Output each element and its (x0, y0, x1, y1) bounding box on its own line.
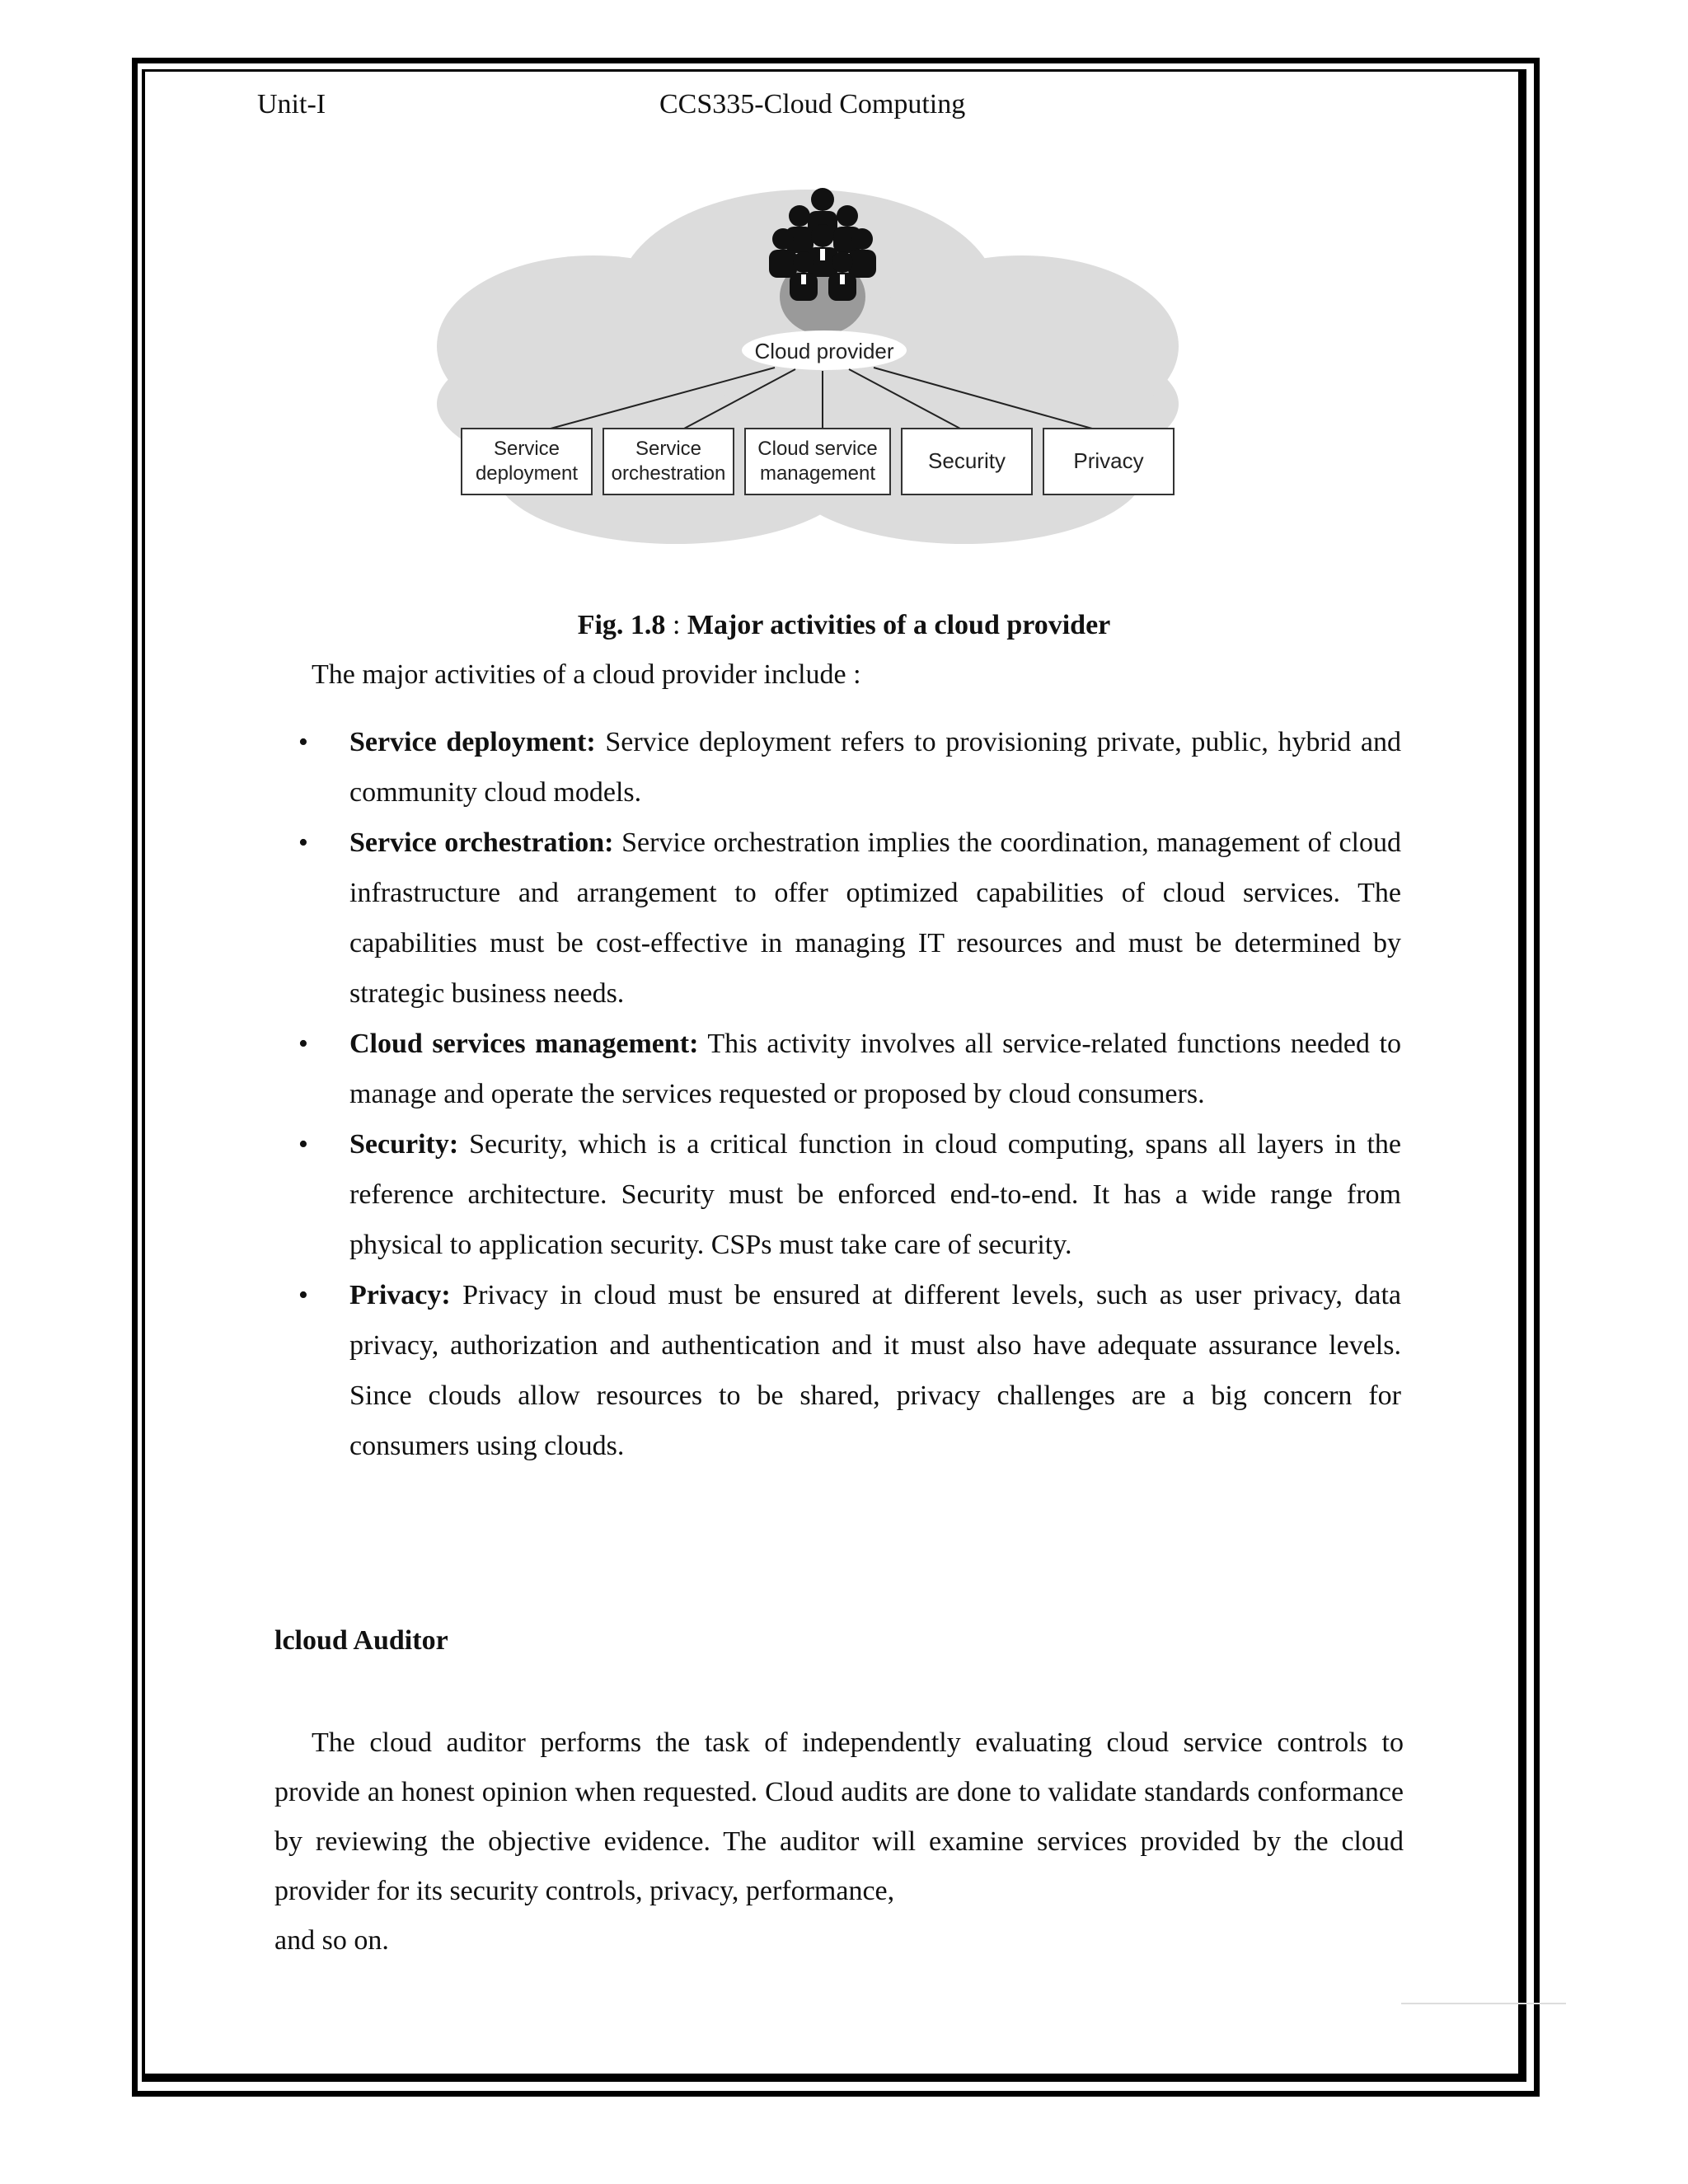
header-unit: Unit-I (257, 89, 326, 120)
auditor-paragraph-text: The cloud auditor performs the task of independently evaluating cloud service controls to provide an honest opinion when requested. Cloud audits are done to validate standards conformance by reviewing the objective evidence. The auditor will examine services provided by the cloud provider for its security controls, privacy, performance, (274, 1727, 1404, 1906)
activity-term: Cloud services management: (349, 1029, 699, 1059)
intro-text: The major activities of a cloud provider include : (312, 659, 861, 690)
caption-number: Fig. 1.8 (577, 610, 666, 640)
cloud-provider-label: Cloud provider (754, 339, 894, 363)
box-label: Service (493, 438, 560, 460)
activity-text: Privacy in cloud must be ensured at different levels, such as user privacy, data privacy, authorization and authentication and it must also have adequate assurance levels. Since clouds allow resources to be shared, privacy challenges are a big concern for consumers using clouds. (349, 1280, 1401, 1461)
activities-list (297, 717, 1401, 1471)
bullet: • (298, 727, 308, 757)
box-label: Security (928, 448, 1006, 473)
bullet: • (298, 1029, 308, 1059)
box-label: orchestration (611, 462, 726, 485)
caption-title: Major activities of a cloud provider (687, 610, 1111, 640)
activity-text: Service orchestration implies the coordination, management of cloud infrastructure and arrangement to offer optimized capabilities of cloud services. The capabilities must be cost-effective in managing IT resources and must be determined by strategic business needs. (349, 827, 1401, 1009)
activity-term: Privacy: (349, 1280, 451, 1310)
list-item (297, 1019, 1401, 1119)
header-course: CCS335-Cloud Computing (659, 89, 966, 120)
activity-text: This activity involves all service-related functions needed to manage and operate the services requested or proposed by cloud consumers. (349, 1029, 1401, 1109)
box-label: Privacy (1073, 448, 1144, 473)
auditor-paragraph-end: and so on. (274, 1925, 389, 1956)
box-label: management (759, 462, 876, 485)
list-item (297, 717, 1401, 818)
box-label: deployment (475, 462, 579, 485)
activity-term: Service deployment: (349, 727, 596, 757)
box-label: Service (635, 438, 702, 460)
figure-caption (0, 610, 1688, 641)
activity-boxes (462, 429, 1174, 494)
activity-term: Service orchestration: (349, 827, 614, 858)
activity-term: Security: (349, 1129, 459, 1160)
bullet: • (298, 1129, 308, 1160)
auditor-paragraph (274, 1718, 1404, 1966)
activity-text: Service deployment refers to provisioning private, public, hybrid and community cloud models. (349, 727, 1401, 808)
cloud-provider-diagram (429, 173, 1187, 560)
list-item (297, 818, 1401, 1019)
bullet: • (298, 827, 308, 858)
caption-separator: : (665, 610, 687, 640)
box-label: Cloud service (757, 438, 878, 460)
footer-rule (1401, 2003, 1566, 2004)
bullet: • (298, 1280, 308, 1310)
section-heading: lcloud Auditor (274, 1625, 448, 1656)
list-item (297, 1119, 1401, 1270)
list-item (297, 1270, 1401, 1471)
cloud-provider-figure (429, 173, 1187, 560)
activity-text: Security, which is a critical function in cloud computing, spans all layers in the reference architecture. Security must be enforced end-to-end. It has a wide range from physical to application security. CSPs must take care of security. (349, 1129, 1401, 1260)
